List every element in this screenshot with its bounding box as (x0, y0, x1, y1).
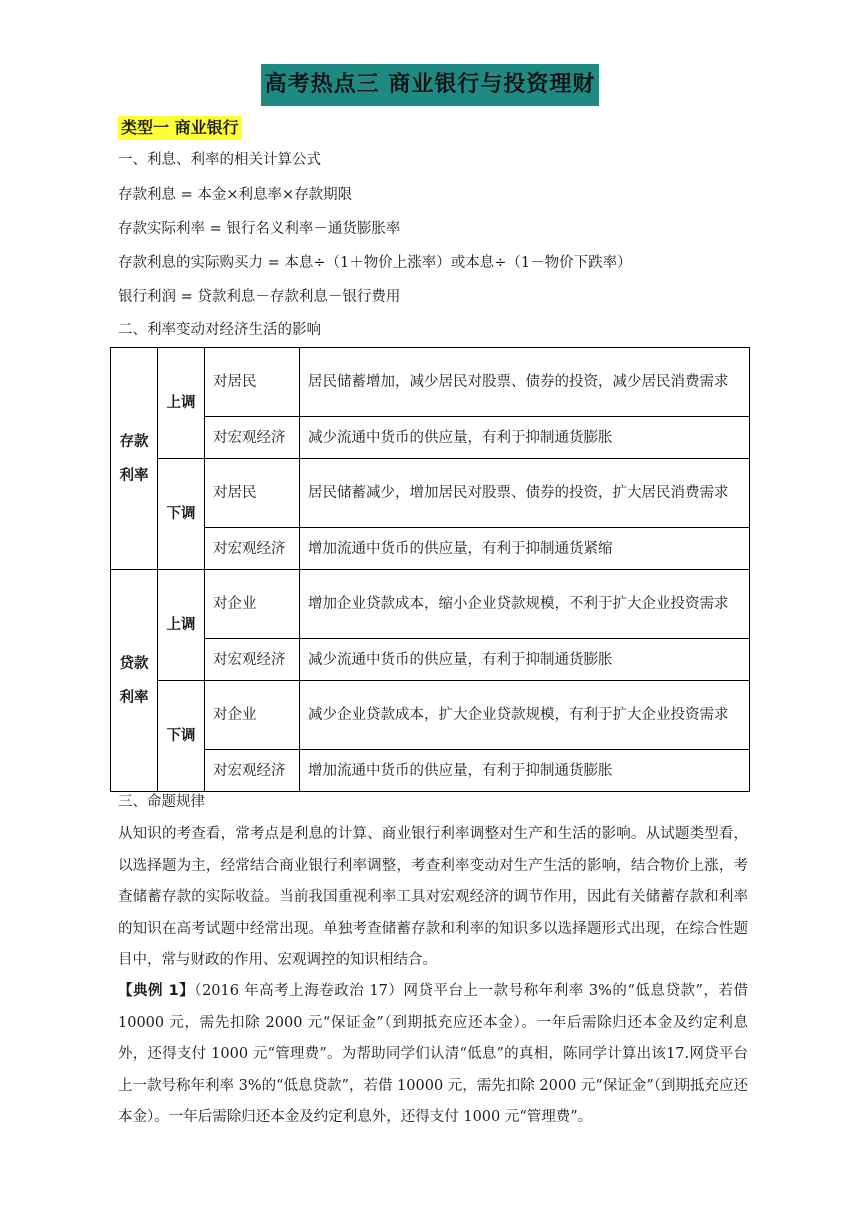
example-tag: 【典例 1】 (118, 983, 195, 999)
loan-down-label: 下调 (158, 681, 205, 792)
deposit-rate-label: 存款 利率 (111, 348, 158, 570)
loan-rate-label: 贷款 利率 (111, 570, 158, 792)
table-row (111, 348, 750, 417)
deposit-down-label: 下调 (158, 459, 205, 570)
table-cell-effect: 增加企业贷款成本，缩小企业贷款规模，不利于扩大企业投资需求 (300, 570, 750, 639)
example-text: （2016 年高考上海卷政治 17）网贷平台上一款号称年利率 3%的“低息贷款”，若借 10000 元，需先扣除 2000 元“保证金”（到期抵充应还本金）。一年后需除归还本金及约定利息外，还得支付 1000 元“管理费”。为帮助同学们认清“低息”的真相，陈同学计算出该17.网贷平台上一款号称年利率 3%的“低息贷款”，若借 10000 元，需先扣除 2000 元“保证金”（到期抵充应还本金）。一年后需除归还本金及约定利息外，还得支付 1000 元“管理费”。 (118, 983, 748, 1125)
table-cell-target: 对居民 (205, 459, 300, 528)
formula-4: 银行利润 = 贷款利息－存款利息－银行费用 (118, 289, 401, 305)
table-cell-effect: 居民储蓄减少，增加居民对股票、债券的投资，扩大居民消费需求 (300, 459, 750, 528)
deposit-up-label: 上调 (158, 348, 205, 459)
title-wrap (0, 64, 860, 106)
formula-1: 存款利息 = 本金×利息率×存款期限 (118, 187, 353, 203)
table-row (111, 528, 750, 570)
table-cell-target: 对宏观经济 (205, 417, 300, 459)
section-heading: 类型一 商业银行 (118, 116, 242, 140)
formula-2: 存款实际利率 = 银行名义利率－通货膨胀率 (118, 221, 401, 237)
table-cell-effect: 减少流通中货币的供应量，有利于抑制通货膨胀 (300, 639, 750, 681)
table-cell-target: 对居民 (205, 348, 300, 417)
table-cell-effect: 减少企业贷款成本，扩大企业贷款规模，有利于扩大企业投资需求 (300, 681, 750, 750)
table-row (111, 681, 750, 750)
example-paragraph (118, 976, 748, 1134)
part3-paragraph: 从知识的考查看，常考点是利息的计算、商业银行利率调整对生产和生活的影响。从试题类型看，以选择题为主，经常结合商业银行利率调整，考查利率变动对生产生活的影响，结合物价上涨，考查储蓄存款的实际收益。当前我国重视利率工具对宏观经济的调节作用，因此有关储蓄存款和利率的知识在高考试题中经常出现。单独考查储蓄存款和利率的知识多以选择题形式出现，在综合性题目中，常与财政的作用、宏观调控的知识相结合。 (118, 826, 748, 968)
table-cell-target: 对企业 (205, 570, 300, 639)
table-cell-target: 对宏观经济 (205, 750, 300, 792)
table-row (111, 570, 750, 639)
table-row (111, 639, 750, 681)
part3-heading: 三、命题规律 (118, 794, 205, 810)
part1-heading: 一、利息、利率的相关计算公式 (118, 152, 321, 168)
table-cell-effect: 减少流通中货币的供应量，有利于抑制通货膨胀 (300, 417, 750, 459)
table-cell-effect: 增加流通中货币的供应量，有利于抑制通货膨胀 (300, 750, 750, 792)
part2-heading: 二、利率变动对经济生活的影响 (118, 322, 321, 338)
table-cell-target: 对企业 (205, 681, 300, 750)
table-cell-effect: 居民储蓄增加，减少居民对股票、债券的投资，减少居民消费需求 (300, 348, 750, 417)
page-title: 高考热点三 商业银行与投资理财 (261, 64, 600, 106)
table-row (111, 459, 750, 528)
table-row (111, 750, 750, 792)
loan-up-label: 上调 (158, 570, 205, 681)
table-row (111, 417, 750, 459)
formula-3: 存款利息的实际购买力 = 本息÷（1＋物价上涨率）或本息÷（1－物价下跌率） (118, 255, 632, 271)
table-cell-effect: 增加流通中货币的供应量，有利于抑制通货紧缩 (300, 528, 750, 570)
table-cell-target: 对宏观经济 (205, 528, 300, 570)
rate-effects-table (110, 347, 750, 792)
table-cell-target: 对宏观经济 (205, 639, 300, 681)
